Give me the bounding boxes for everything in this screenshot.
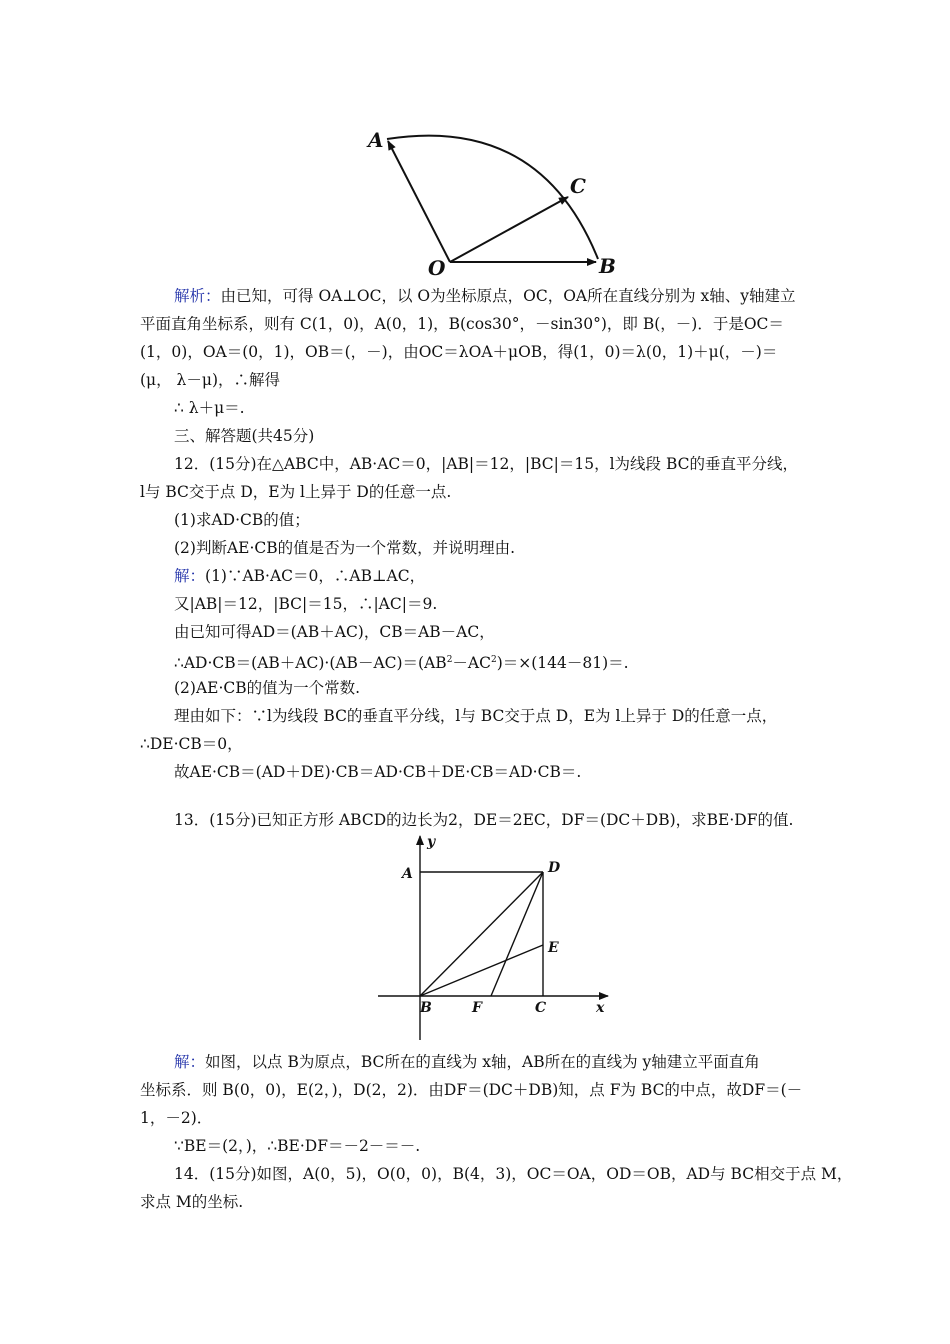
sector-vector-figure: [360, 125, 630, 280]
sol11-line-5: ∴ λ＋μ＝.: [174, 399, 245, 417]
q13-sol-2: 坐标系．则 B(0，0)，E(2，)，D(2，2)．由DF＝(DC＋DB)知，点 F为 BC的中点，故DF＝(－: [140, 1081, 803, 1099]
label-b: B: [420, 1000, 432, 1016]
sol11-line-3: (1，0)，OA＝(0，1)，OB＝(，－)，由OC＝λOA＋μOB，得(1，0)＝λ(0，1)＋μ(，－)＝: [140, 343, 778, 361]
q12-line-1: 12．(15分)在△ABC中，AB·AC＝0，|AB|＝12，|BC|＝15，l为线段 BC的垂直平分线，: [174, 455, 798, 473]
q14-line-1: 14．(15分)如图，A(0，5)，O(0，0)，B(4，3)，OC＝OA，OD＝OB，AD与 BC相交于点 M，: [174, 1165, 853, 1183]
q14-line-2: 求点 M的坐标.: [140, 1193, 244, 1211]
label-d: D: [548, 860, 561, 876]
vector-oa: [388, 141, 450, 262]
label-f: F: [472, 1000, 482, 1016]
label-c: C: [535, 1000, 547, 1016]
q12-line-4: (2)判断AE·CB的值是否为一个常数，并说明理由.: [174, 539, 516, 557]
q13-sol-3: 1，－2)．: [140, 1109, 213, 1127]
q12-sol-3: 由已知可得AD＝(AB＋AC)，CB＝AB－AC，: [174, 623, 495, 641]
label-b: B: [599, 254, 616, 278]
label-y: y: [427, 834, 436, 850]
label-x: x: [596, 1000, 605, 1016]
vector-oc: [450, 197, 568, 262]
square-coordinate-figure: [370, 832, 620, 1044]
solution-label: 解：: [174, 567, 206, 585]
q12-sol-5: (2)AE·CB的值为一个常数.: [174, 679, 361, 697]
label-e: E: [548, 940, 559, 956]
q12-line-3: (1)求AD·CB的值；: [174, 511, 310, 529]
segment-fd: [491, 872, 543, 996]
solution-label: 解析：: [174, 287, 221, 305]
q12-sol-6: 理由如下：∵l为线段 BC的垂直平分线，l与 BC交于点 D，E为 l上异于 D的任意一点，: [174, 707, 778, 725]
q12-sol-2: 又|AB|＝12，|BC|＝15，∴|AC|＝9.: [174, 595, 438, 613]
q13-sol-1: 解：如图，以点 B为原点，BC所在的直线为 x轴，AB所在的直线为 y轴建立平面直角: [174, 1053, 760, 1071]
q13-sol-4: ∵BE＝(2，)，∴BE·DF＝－2－＝－.: [174, 1137, 421, 1155]
q12-sol-8: 故AE·CB＝(AD＋DE)·CB＝AD·CB＋DE·CB＝AD·CB＝.: [174, 763, 582, 781]
label-a: A: [368, 128, 384, 152]
segment-be: [420, 945, 543, 996]
sol11-line-4: (μ， λ－μ)，∴解得: [140, 371, 280, 389]
q13-line-1: 13．(15分)已知正方形 ABCD的边长为2，DE＝2EC，DF＝(DC＋DB)，求BE·DF的值.: [174, 811, 794, 829]
sol11-line-2: 平面直角坐标系，则有 C(1，0)，A(0，1)，B(cos30°，－sin30°)，即 B(，－)．于是OC＝: [140, 315, 784, 333]
segment-bd: [420, 872, 543, 996]
q12-sol-1: 解：(1)∵AB·AC＝0，∴AB⊥AC，: [174, 567, 426, 585]
label-o: O: [428, 256, 446, 280]
sol11-line-1: 解析：由已知，可得 OA⊥OC，以 O为坐标原点，OC，OA所在直线分别为 x轴、y轴建立: [174, 287, 796, 305]
q12-line-2: l与 BC交于点 D，E为 l上异于 D的任意一点.: [140, 483, 452, 501]
section-title: 三、解答题(共45分): [174, 427, 315, 445]
label-a: A: [402, 866, 413, 882]
label-c: C: [570, 174, 586, 198]
q12-sol-4: $\therefore AD\cdot CB=(AB+AC)\cdot(AB-AC)=(AB^2-AC^2)=\times(144-81)=$.: [174, 654, 629, 673]
q12-sol-7: ∴DE·CB＝0，: [140, 735, 243, 753]
solution-label: 解：: [174, 1053, 206, 1071]
